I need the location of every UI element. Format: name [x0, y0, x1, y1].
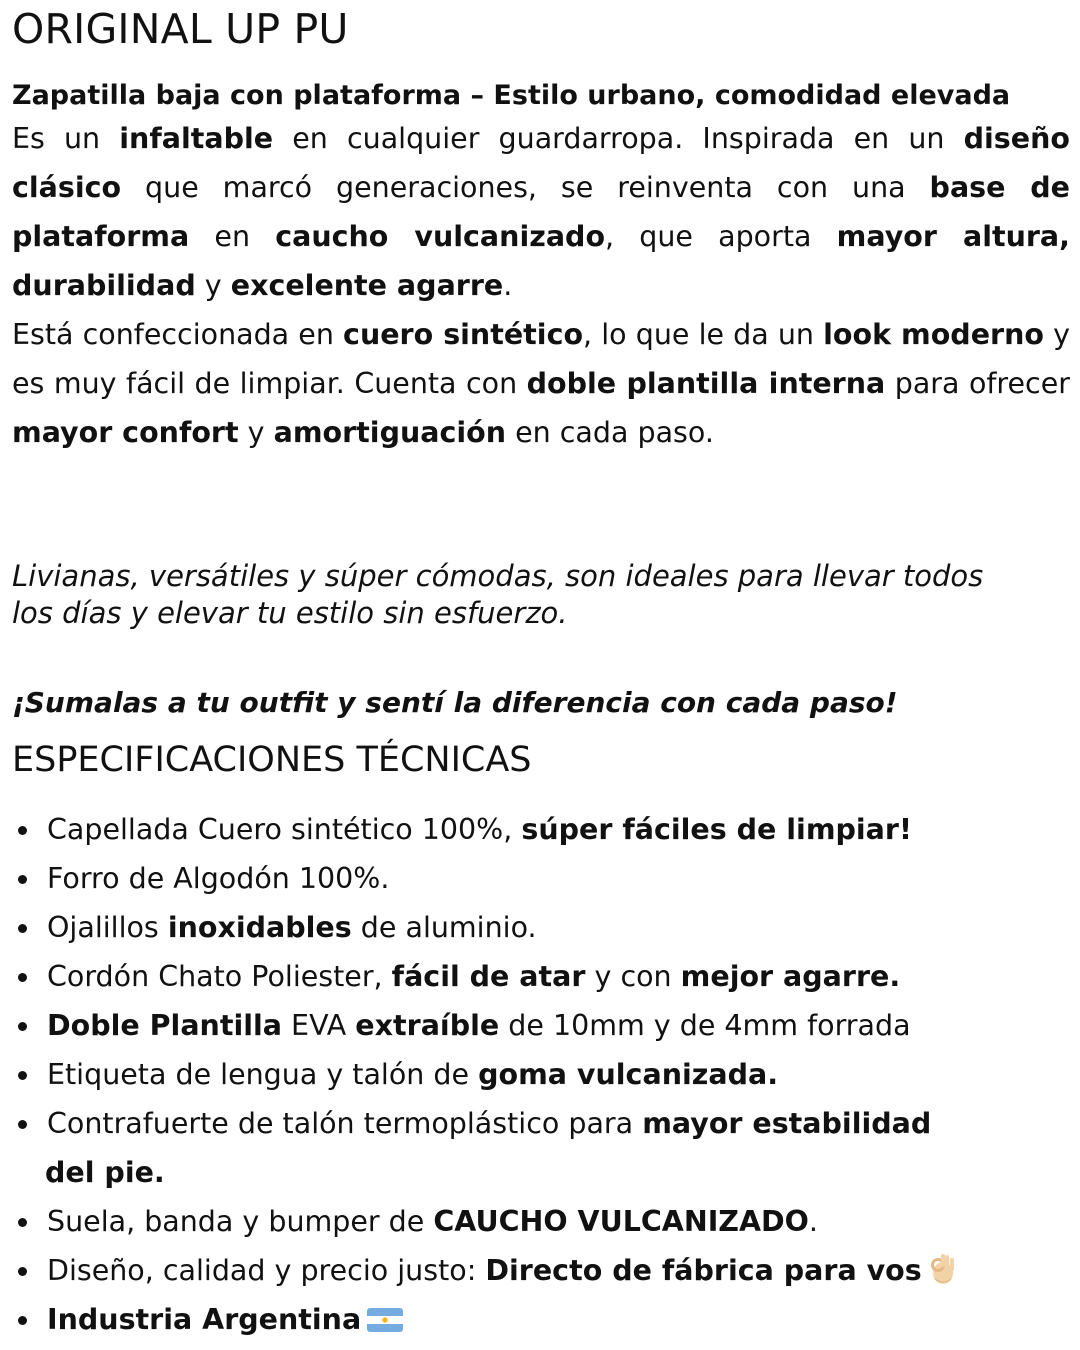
spec-item-fabrica: Diseño, calidad y precio justo: Directo de fábrica para vos [12, 1246, 1070, 1295]
bullet-icon [18, 1071, 27, 1080]
spec-item-cordon: Cordón Chato Poliester, fácil de atar y con mejor agarre. [12, 952, 1070, 1001]
argentina-flag-icon [367, 1308, 403, 1332]
product-title: ORIGINAL UP PU [12, 5, 349, 53]
spec-item-etiqueta: Etiqueta de lengua y talón de goma vulcanizada. [12, 1050, 1070, 1099]
specs-list [12, 805, 1070, 1344]
tagline-line-2: los días y elevar tu estilo sin esfuerzo. [12, 596, 568, 630]
spec-item-contrafuerte: Contrafuerte de talón termoplástico para mayor estabilidad del pie. [12, 1099, 1070, 1197]
bullet-icon [18, 826, 27, 835]
spec-item-capellada: Capellada Cuero sintético 100%, súper fáciles de limpiar! [12, 805, 1070, 854]
tagline [12, 558, 1070, 632]
bullet-icon [18, 924, 27, 933]
spec-item-forro: Forro de Algodón 100%. [12, 854, 1070, 903]
bullet-icon [18, 1022, 27, 1031]
call-to-action: ¡Sumalas a tu outfit y sentí la diferencia con cada paso! [12, 686, 898, 719]
spec-item-plantilla: Doble Plantilla EVA extraíble de 10mm y de 4mm forrada [12, 1001, 1070, 1050]
bullet-icon [18, 875, 27, 884]
bullet-icon [18, 1316, 27, 1325]
spec-item-ojalillos: Ojalillos inoxidables de aluminio. [12, 903, 1070, 952]
bullet-icon [18, 1218, 27, 1227]
spec-item-suela: Suela, banda y bumper de CAUCHO VULCANIZADO. [12, 1197, 1070, 1246]
bullet-icon [18, 1267, 27, 1276]
product-description [12, 0, 1070, 1344]
bullet-icon [18, 973, 27, 982]
bullet-icon [18, 1120, 27, 1129]
spec-item-industria: Industria Argentina [12, 1295, 1070, 1344]
ok-hand-icon [926, 1252, 960, 1286]
product-subtitle: Zapatilla baja con plataforma – Estilo urbano, comodidad elevada [12, 80, 1011, 111]
description-paragraph-2: Está confeccionada en cuero sintético, lo que le da un look moderno y es muy fácil de limpiar. Cuenta con doble plantilla interna para ofrecer mayor confort y amortiguación en cada paso. [12, 318, 1070, 449]
specs-heading: ESPECIFICACIONES TÉCNICAS [12, 740, 532, 780]
tagline-line-1: Livianas, versátiles y súper cómodas, son ideales para llevar todos [12, 559, 984, 593]
description-paragraph-1: Es un infaltable en cualquier guardarropa. Inspirada en un diseño clásico que marcó generaciones, se reinventa con una base de plataforma en caucho vulcanizado, que aporta mayor altura, durabilidad y excelente agarre. [12, 122, 1071, 302]
